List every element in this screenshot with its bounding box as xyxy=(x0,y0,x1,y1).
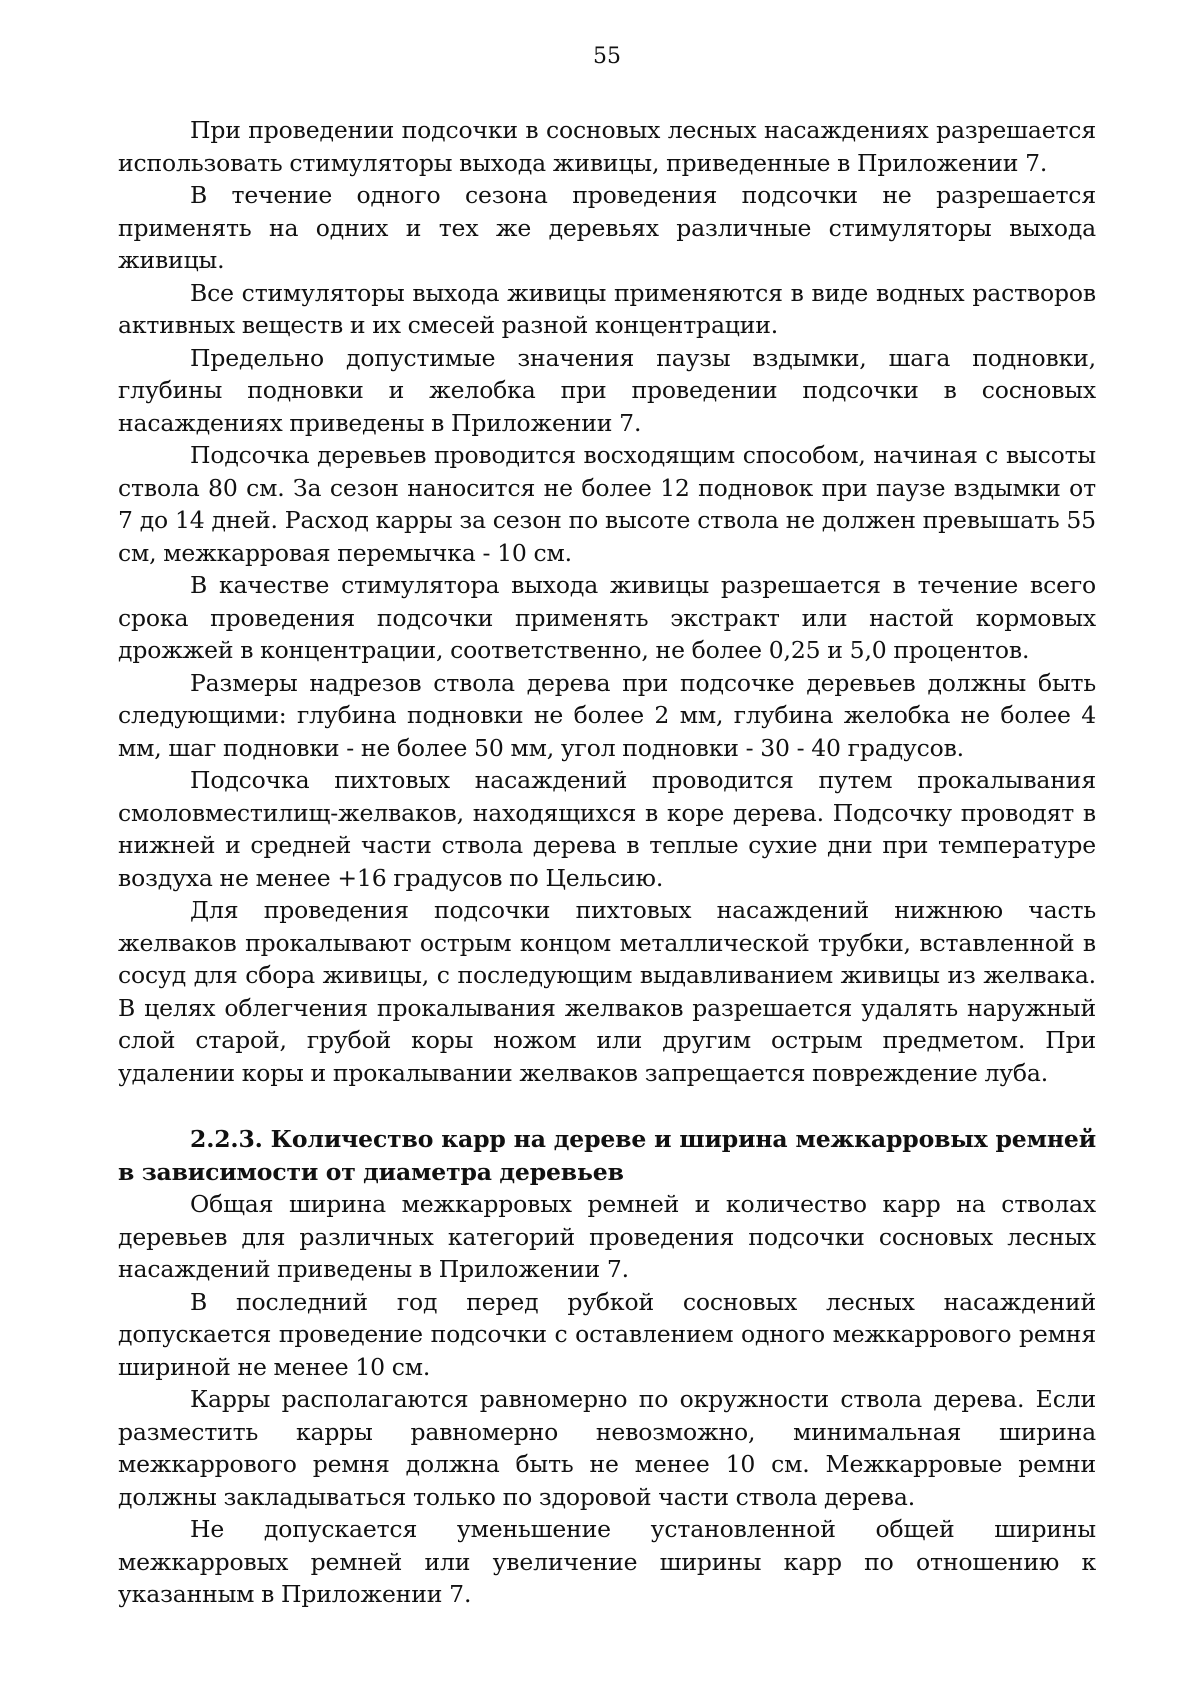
paragraph: В последний год перед рубкой сосновых лесных насаждений допускается проведение подсочки с оставлением одного межкаррового ремня шириной не менее 10 см. xyxy=(118,1287,1096,1381)
paragraph: Для проведения подсочки пихтовых насаждений нижнюю часть желваков прокалывают острым концом металлической трубки, вставленной в сосуд для сбора живицы, с последующим выдавливанием живицы из желвака. В целях облегчения прокалывания желваков разрешается удалять наружный слой старой, грубой коры ножом или другим острым предметом. При удалении коры и прокалывании желваков запрещается повреждение луба. xyxy=(118,896,1096,1087)
paragraph: Подсочка деревьев проводится восходящим способом, начиная с высоты ствола 80 см. За сезон наносится не более 12 подновок при паузе вздымки от 7 до 14 дней. Расход карры за сезон по высоте ствола не должен превышать 55 см, межкарровая перемычка - 10 см. xyxy=(118,441,1096,567)
paragraph: Все стимуляторы выхода живицы применяются в виде водных растворов активных веществ и их смесей разной концентрации. xyxy=(118,278,1096,339)
paragraph: Общая ширина межкарровых ремней и количество карр на стволах деревьев для различных категорий проведения подсочки сосновых лесных насаждений приведены в Приложении 7. xyxy=(118,1190,1096,1283)
page-number: 55 xyxy=(593,44,621,69)
paragraph: При проведении подсочки в сосновых лесных насаждениях разрешается использовать стимуляторы выхода живицы, приведенные в Приложении 7. xyxy=(118,116,1096,177)
document-body xyxy=(118,114,1096,1611)
paragraph: Предельно допустимые значения паузы вздымки, шага подновки, глубины подновки и желобка при проведении подсочки в сосновых насаждениях приведены в Приложении 7. xyxy=(118,343,1096,437)
paragraph: Карры располагаются равномерно по окружности ствола дерева. Если разместить карры равномерно невозможно, минимальная ширина межкаррового ремня должна быть не менее 10 см. Межкарровые ремни должны закладываться только по здоровой части ствола дерева. xyxy=(118,1385,1096,1511)
paragraph: Не допускается уменьшение установленной общей ширины межкарровых ремней или увеличение ширины карр по отношению к указанным в Приложении 7. xyxy=(118,1515,1096,1608)
paragraph: Подсочка пихтовых насаждений проводится путем прокалывания смоловместилищ-желваков, находящихся в коре дерева. Подсочку проводят в нижней и средней части ствола дерева в теплые сухие дни при температуре воздуха не менее +16 градусов по Цельсию. xyxy=(118,766,1096,892)
paragraph: В течение одного сезона проведения подсочки не разрешается применять на одних и тех же деревьях различные стимуляторы выхода живицы. xyxy=(118,181,1096,274)
section-heading: 2.2.3. Количество карр на дереве и ширина межкарровых ремней в зависимости от диаметра деревьев xyxy=(118,1125,1096,1186)
paragraph: В качестве стимулятора выхода живицы разрешается в течение всего срока проведения подсочки применять экстракт или настой кормовых дрожжей в концентрации, соответственно, не более 0,25 и 5,0 процентов. xyxy=(118,571,1096,664)
paragraph: Размеры надрезов ствола дерева при подсочке деревьев должны быть следующими: глубина подновки не более 2 мм, глубина желобка не более 4 мм, шаг подновки - не более 50 мм, угол подновки - 30 - 40 градусов. xyxy=(118,668,1096,762)
